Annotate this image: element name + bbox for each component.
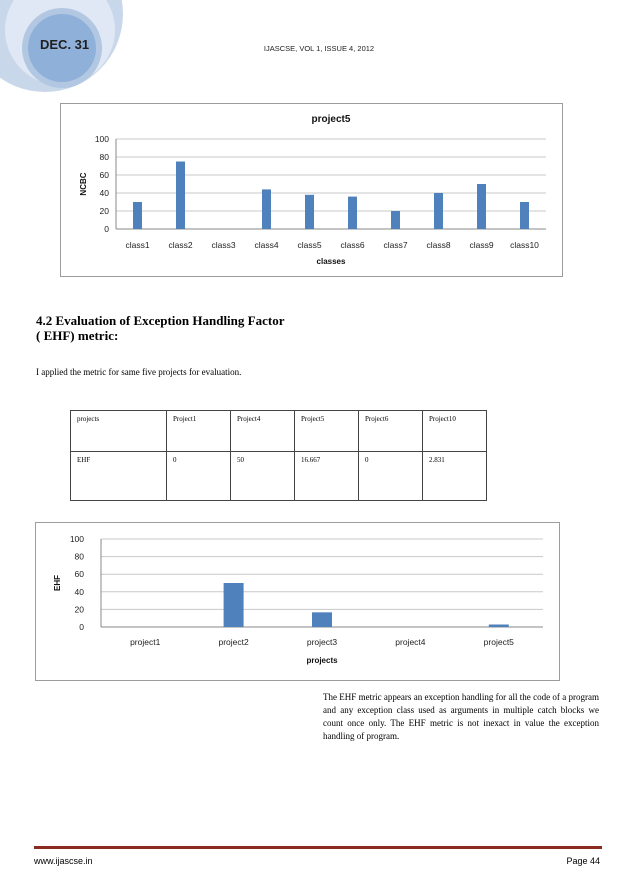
ehf-table <box>70 410 487 501</box>
chart-ncbc-project5 <box>61 104 562 276</box>
x-tick-label: project5 <box>483 637 514 647</box>
y-tick-label: 100 <box>94 134 109 144</box>
bar-class5 <box>305 195 314 229</box>
chart-ehf-frame <box>35 522 560 681</box>
table-header-row <box>71 411 487 452</box>
y-tick-label: 60 <box>74 569 84 580</box>
table-cell: Project4 <box>231 411 295 452</box>
x-tick-label: class8 <box>426 240 451 250</box>
x-tick-label: class7 <box>383 240 408 250</box>
y-tick-label: 80 <box>99 152 109 162</box>
x-axis-label: projects <box>306 656 338 665</box>
bar-class7 <box>391 211 400 229</box>
table-cell: Project1 <box>167 411 231 452</box>
bar-class4 <box>262 189 271 229</box>
footer-rule <box>34 846 602 849</box>
y-axis-label: NCBC <box>79 172 88 196</box>
bar-class8 <box>434 193 443 229</box>
x-tick-label: class9 <box>469 240 494 250</box>
section-intro: I applied the metric for same five projects for evaluation. <box>36 367 242 377</box>
bar-project2 <box>224 583 244 627</box>
x-tick-label: class2 <box>168 240 193 250</box>
y-axis-label: EHF <box>53 575 62 591</box>
x-tick-label: project2 <box>218 637 249 647</box>
footer-page-number: Page 44 <box>566 856 600 866</box>
y-tick-label: 80 <box>74 551 84 562</box>
header-date: DEC. 31 <box>40 37 90 52</box>
bar-class6 <box>348 197 357 229</box>
table-cell: 0 <box>359 452 423 501</box>
y-tick-label: 0 <box>104 224 109 234</box>
y-tick-label: 100 <box>69 534 84 544</box>
x-tick-label: project1 <box>130 637 161 647</box>
x-tick-label: project4 <box>395 637 426 647</box>
x-tick-label: project3 <box>306 637 338 647</box>
table-cell: Project6 <box>359 411 423 452</box>
chart-ehf-projects <box>36 523 559 680</box>
chart-project5-frame <box>60 103 563 277</box>
body-paragraph: The EHF metric appears an exception handling for all the code of a program and any exception class used as arguments in multiple catch blocks we count once only. The EHF metric is not inexact in value the exception handling of program. <box>323 692 599 741</box>
y-tick-label: 40 <box>74 586 84 597</box>
bar-class10 <box>520 202 529 229</box>
y-tick-label: 60 <box>99 170 109 180</box>
y-tick-label: 20 <box>74 604 84 615</box>
y-tick-label: 20 <box>99 206 109 216</box>
table-cell: Project5 <box>295 411 359 452</box>
table-row <box>71 452 487 501</box>
table-cell: EHF <box>71 452 167 501</box>
table-cell: 16.667 <box>295 452 359 501</box>
x-tick-label: class3 <box>211 240 236 250</box>
section-title <box>36 313 336 343</box>
bar-project5 <box>489 625 509 627</box>
table-cell: projects <box>71 411 167 452</box>
journal-header: IJASCSE, VOL 1, ISSUE 4, 2012 <box>263 44 375 53</box>
x-tick-label: class6 <box>340 240 365 250</box>
section-title-line2: ( EHF) metric: <box>36 328 119 343</box>
bar-project3 <box>312 612 332 627</box>
table-cell: Project10 <box>423 411 487 452</box>
y-tick-label: 0 <box>79 622 84 632</box>
bar-class9 <box>477 184 486 229</box>
table-cell: 2.831 <box>423 452 487 501</box>
x-axis-label: classes <box>316 257 346 266</box>
footer-website: www.ijascse.in <box>34 856 93 866</box>
section-title-line1: 4.2 Evaluation of Exception Handling Factor <box>36 313 285 328</box>
chart-title: project5 <box>311 114 351 125</box>
bar-class1 <box>133 202 142 229</box>
table-cell: 0 <box>167 452 231 501</box>
table-cell: 50 <box>231 452 295 501</box>
x-tick-label: class4 <box>254 240 279 250</box>
y-tick-label: 40 <box>99 188 109 198</box>
bar-class2 <box>176 162 185 230</box>
x-tick-label: class10 <box>510 240 539 250</box>
x-tick-label: class5 <box>297 240 322 250</box>
x-tick-label: class1 <box>125 240 150 250</box>
